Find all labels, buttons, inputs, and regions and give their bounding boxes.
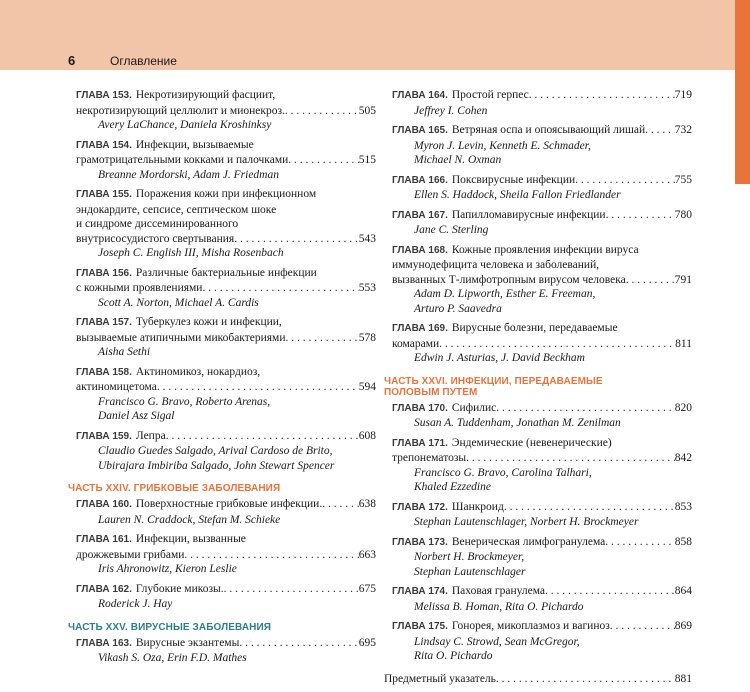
side-tab: [735, 0, 750, 184]
entry-title-line: [392, 273, 692, 288]
chapter-label: ГЛАВА 156.: [76, 267, 132, 279]
part-heading: ЧАСТЬ XXVI. ИНФЕКЦИИ, ПЕРЕДАВАЕМЫЕ ПОЛОВЫМ ПУТЕМ: [384, 375, 603, 398]
leader-dots: [496, 672, 675, 687]
entry-title-text: ГЛАВА 171. Эндемические (невенерические): [392, 436, 612, 449]
toc-entry[interactable]: [76, 138, 376, 183]
toc-entry[interactable]: [392, 88, 692, 118]
entry-authors: Aisha Sethi: [98, 346, 151, 358]
leader-dots: [239, 636, 358, 652]
leader-dots: [529, 88, 675, 104]
leader-dots: [645, 123, 675, 139]
entry-authors: Vikash S. Oza, Erin F.D. Mathes: [98, 652, 247, 664]
entry-title-text: ГЛАВА 156. Различные бактериальные инфекции: [76, 266, 317, 279]
page-number-ref: 732: [674, 124, 692, 136]
page-number-ref: 853: [674, 500, 692, 513]
entry-authors: Rita O. Pichardo: [414, 650, 493, 662]
toc-right-column: [384, 88, 692, 691]
entry-title-line: [76, 232, 376, 247]
entry-title-line: [76, 153, 376, 168]
toc-entry[interactable]: [76, 636, 376, 666]
leader-dots: [439, 337, 675, 352]
chapter-label: ГЛАВА 159.: [76, 430, 132, 442]
toc-entry[interactable]: [76, 429, 376, 474]
entry-authors: Susan A. Tuddenham, Jonathan M. Zenilman: [414, 417, 621, 429]
entry-authors: Jane C. Sterling: [414, 224, 489, 236]
entry-title-line: [392, 535, 692, 551]
page-number-ref: 663: [358, 548, 376, 561]
entry-title-text: ГЛАВА 168. Кожные проявления инфекции вируса: [392, 243, 639, 256]
entry-title-text: иммунодефицита человека и заболеваний,: [392, 259, 600, 271]
page-number-ref: 820: [674, 401, 692, 414]
chapter-label: ГЛАВА 169.: [392, 323, 448, 334]
leader-dots: [575, 173, 675, 189]
entry-title-text: некротизирующий целлюлит и мионекроз.: [76, 104, 285, 117]
entry-title-text: ГЛАВА 160. Поверхностные грибковые инфекции.: [76, 498, 323, 510]
entry-title-text: и синдроме диссеминированного: [76, 218, 239, 230]
header-band: [0, 0, 735, 70]
page-number-ref: 791: [674, 273, 692, 286]
toc-entry[interactable]: [76, 187, 376, 261]
chapter-label: ГЛАВА 160.: [76, 499, 132, 510]
part-heading: ЧАСТЬ XXIV. ГРИБКОВЫЕ ЗАБОЛЕВАНИЯ: [68, 483, 281, 494]
chapter-label: ГЛАВА 161.: [76, 534, 132, 545]
entry-title-text: эндокардите, сепсисе, септическом шоке: [76, 203, 277, 216]
chapter-label: ГЛАВА 162.: [76, 583, 132, 595]
entry-authors: Stephan Lautenschlager, Norbert H. Brockmeyer: [414, 516, 639, 528]
entry-title-line: [392, 173, 692, 189]
chapter-label: ГЛАВА 166.: [392, 174, 448, 186]
entry-title-text: внутрисосудистого свертывания: [76, 232, 235, 245]
entry-title-line: [76, 88, 376, 104]
entry-authors: Ubirajara Imbiriba Salgado, John Stewart Spencer: [98, 459, 335, 472]
entry-authors: Ellen S. Haddock, Sheila Fallon Friedlander: [414, 189, 621, 201]
entry-title-line: [392, 258, 692, 273]
entry-authors: Michael N. Oxman: [414, 154, 502, 166]
page-number-ref: 869: [674, 620, 692, 632]
entry-title-line: [392, 321, 692, 337]
entry-title-text: ГЛАВА 153. Некротизирующий фасциит,: [76, 89, 276, 101]
page-number-ref: 695: [358, 636, 376, 649]
entry-title-line: [76, 315, 376, 331]
entry-title-line: [76, 138, 376, 154]
chapter-label: ГЛАВА 167.: [392, 209, 448, 221]
index-entry[interactable]: [384, 672, 692, 687]
entry-title-line: [392, 88, 692, 104]
entry-title-text: вызванных Т-лимфотропным вирусом человека: [392, 273, 626, 286]
leader-dots: [626, 273, 675, 288]
entry-authors: Lindsay C. Strowd, Sean McGregor,: [414, 635, 580, 648]
page-number-ref: 811: [675, 337, 692, 350]
entry-authors: Francisco G. Bravo, Roberto Arenas,: [98, 395, 271, 408]
entry-title-text: ГЛАВА 163. Вирусные экзантемы: [76, 636, 240, 649]
toc-entry[interactable]: [76, 532, 376, 577]
leader-dots: [606, 208, 675, 224]
entry-title-text: ГЛАВА 169. Вирусные болезни, передаваемые: [392, 322, 618, 334]
entry-title-text: грамотрицательными кокками и палочками: [76, 154, 289, 166]
entry-title-line: [76, 104, 376, 119]
page-number-ref: 675: [358, 582, 376, 595]
entry-title-line: [392, 208, 692, 224]
entry-title-line: [76, 187, 376, 203]
entry-title-text: ГЛАВА 170. Сифилис: [392, 401, 497, 414]
entry-title-text: ГЛАВА 159. Лепра: [76, 429, 166, 442]
entry-title-text: ГЛАВА 165. Ветряная оспа и опоясывающий лишай: [392, 124, 646, 136]
page-number-ref: 638: [358, 498, 376, 510]
entry-title-line: [76, 548, 376, 563]
chapter-label: ГЛАВА 158.: [76, 366, 132, 378]
page-number-ref: 881: [674, 672, 692, 685]
leader-dots: [224, 582, 359, 598]
page-number-ref: 553: [358, 282, 376, 294]
entry-title-text: ГЛАВА 157. Туберкулез кожи и инфекции,: [76, 316, 282, 328]
entry-title-line: [76, 217, 376, 232]
entry-authors: Stephan Lautenschlager: [414, 565, 526, 578]
entry-title-line: [392, 584, 692, 600]
entry-authors: Edwin J. Asturias, J. David Beckham: [414, 352, 585, 364]
page-number-ref: 780: [674, 208, 692, 221]
running-title: Оглавление: [110, 54, 177, 68]
toc-entry[interactable]: [76, 315, 376, 360]
toc-entry[interactable]: [76, 497, 376, 527]
leader-dots: [496, 401, 674, 417]
entry-authors: Daniel Asz Sigal: [98, 410, 175, 422]
page-number-ref: 755: [674, 173, 692, 186]
toc-entry[interactable]: [392, 401, 692, 431]
toc-entry[interactable]: [76, 266, 376, 311]
page-number-ref: 578: [358, 331, 376, 344]
entry-authors: Jeffrey I. Cohen: [414, 104, 488, 117]
entry-title-text: ГЛАВА 175. Гонорея, микоплазмоз и вагиноз: [392, 620, 610, 632]
entry-title-text: актиномицетома: [76, 381, 157, 393]
leader-dots: [466, 451, 675, 466]
entry-title-text: ГЛАВА 173. Венерическая лимфогранулема: [392, 535, 606, 548]
chapter-label: ГЛАВА 172.: [392, 501, 448, 513]
entry-title-line: [392, 619, 692, 635]
leader-dots: [157, 380, 359, 395]
entry-title-line: [392, 451, 692, 466]
entry-title-text: дрожжевыми грибами: [76, 548, 185, 561]
entry-title-line: [392, 500, 692, 516]
leader-dots: [545, 584, 675, 600]
entry-title-line: [76, 266, 376, 282]
entry-title-text: ГЛАВА 166. Поксвирусные инфекции: [392, 173, 576, 186]
chapter-label: ГЛАВА 174.: [392, 586, 448, 597]
entry-authors: Breanne Mordorski, Adam J. Friedman: [98, 168, 279, 181]
leader-dots: [184, 548, 358, 563]
entry-authors: Adam D. Lipworth, Esther E. Freeman,: [414, 288, 596, 300]
entry-title-line: [76, 636, 376, 652]
leader-dots: [202, 281, 358, 296]
entry-title-text: ГЛАВА 158. Актиномикоз, нокардиоз,: [76, 365, 261, 378]
entry-authors: Arturo P. Saavedra: [414, 302, 502, 315]
entry-authors: Claudio Guedes Salgado, Arival Cardoso de Brito,: [98, 445, 333, 457]
chapter-label: ГЛАВА 173.: [392, 536, 448, 548]
toc-entry[interactable]: [76, 88, 376, 133]
leader-dots: [322, 497, 359, 513]
toc-entry[interactable]: [392, 535, 692, 580]
entry-title-line: [76, 281, 376, 296]
toc-entry[interactable]: [392, 208, 692, 238]
leader-dots: [605, 535, 675, 551]
entry-title-line: [392, 436, 692, 452]
entry-title-line: [76, 331, 376, 346]
entry-title-line: [76, 429, 376, 445]
page-number-ref: 858: [674, 535, 692, 548]
entry-title-line: [76, 203, 376, 218]
entry-authors: Norbert H. Brockmeyer,: [414, 551, 525, 563]
page-number-ref: 505: [358, 104, 376, 117]
entry-authors: Francisco G. Bravo, Carolina Talhari,: [414, 466, 592, 479]
chapter-label: ГЛАВА 175.: [392, 621, 448, 632]
leader-dots: [610, 619, 675, 635]
toc-entry[interactable]: [392, 584, 692, 614]
entry-title-line: [392, 243, 692, 259]
entry-authors: Scott A. Norton, Michael A. Cardis: [98, 296, 259, 309]
page-number: 6: [68, 53, 76, 68]
chapter-label: ГЛАВА 171.: [392, 437, 448, 449]
entry-title-text: ГЛАВА 174. Паховая гранулема: [392, 585, 545, 597]
entry-title-line: [392, 337, 692, 352]
entry-title-text: ГЛАВА 164. Простой герпес: [392, 89, 529, 101]
leader-dots: [166, 429, 359, 445]
chapter-label: ГЛАВА 164.: [392, 90, 448, 101]
toc-entry[interactable]: [392, 436, 692, 495]
entry-title-text: ГЛАВА 162. Глубокие микозы.: [76, 582, 224, 595]
leader-dots: [286, 331, 359, 346]
entry-title-text: ГЛАВА 154. Инфекции, вызываемые: [76, 138, 254, 151]
entry-authors: Khaled Ezzedine: [414, 481, 491, 493]
entry-title-text: трепонематозы: [392, 452, 467, 464]
leader-dots: [234, 232, 359, 247]
entry-title-text: Предметный указатель: [384, 672, 496, 685]
entry-title-line: [76, 532, 376, 548]
leader-dots: [288, 153, 358, 168]
entry-authors: Roderick J. Hay: [98, 598, 173, 610]
leader-dots: [285, 104, 359, 119]
page-number-ref: 515: [358, 154, 376, 166]
toc-entry[interactable]: [392, 321, 692, 366]
chapter-label: ГЛАВА 168.: [392, 244, 448, 256]
chapter-label: ГЛАВА 155.: [76, 189, 132, 200]
chapter-label: ГЛАВА 165.: [392, 125, 448, 136]
page-number-ref: 543: [358, 232, 376, 245]
chapter-label: ГЛАВА 170.: [392, 402, 448, 414]
entry-title-line: [76, 497, 376, 513]
entry-authors: Joseph C. English III, Misha Rosenbach: [98, 247, 284, 259]
toc-entry[interactable]: [76, 365, 376, 424]
entry-title-text: ГЛАВА 155. Поражения кожи при инфекционном: [76, 188, 317, 200]
entry-title-line: [76, 365, 376, 381]
entry-title-line: [76, 380, 376, 395]
entry-title-text: ГЛАВА 167. Папилломавирусные инфекции: [392, 208, 606, 221]
toc-entry[interactable]: [392, 173, 692, 203]
toc-entry[interactable]: [392, 123, 692, 168]
leader-dots: [504, 500, 675, 516]
entry-title-text: с кожными проявлениями: [76, 282, 203, 294]
entry-title-text: комарами: [392, 337, 440, 350]
page-number-ref: 842: [674, 452, 692, 464]
toc-entry[interactable]: [76, 582, 376, 612]
entry-title-line: [76, 582, 376, 598]
chapter-label: ГЛАВА 154.: [76, 139, 132, 151]
part-heading: ЧАСТЬ XXV. ВИРУСНЫЕ ЗАБОЛЕВАНИЯ: [68, 621, 272, 633]
page-number-ref: 594: [358, 381, 376, 393]
entry-authors: Lauren N. Craddock, Stefan M. Schieke: [98, 513, 281, 526]
entry-authors: Melissa B. Homan, Rita O. Pichardo: [414, 600, 584, 613]
entry-title-line: [392, 401, 692, 417]
entry-title-line: [384, 672, 692, 687]
chapter-label: ГЛАВА 163.: [76, 637, 132, 649]
toc-entry[interactable]: [392, 500, 692, 530]
entry-authors: Myron J. Levin, Kenneth E. Schmader,: [414, 139, 591, 152]
toc-entry[interactable]: [392, 619, 692, 664]
entry-title-text: ГЛАВА 172. Шанкроид: [392, 500, 504, 513]
toc-left-column: [68, 88, 376, 671]
page-number-ref: 719: [674, 89, 692, 101]
chapter-label: ГЛАВА 157.: [76, 317, 132, 328]
entry-title-text: вызываемые атипичными микобактериями: [76, 331, 286, 344]
chapter-label: ГЛАВА 153.: [76, 90, 132, 101]
toc-entry[interactable]: [392, 243, 692, 317]
entry-authors: Iris Ahronowitz, Kieron Leslie: [98, 563, 237, 575]
page-number-ref: 608: [358, 429, 376, 442]
entry-authors: Avery LaChance, Daniela Kroshinksy: [98, 119, 272, 131]
entry-title-line: [392, 123, 692, 139]
page-number-ref: 864: [674, 585, 692, 597]
entry-title-text: ГЛАВА 161. Инфекции, вызванные: [76, 533, 246, 545]
